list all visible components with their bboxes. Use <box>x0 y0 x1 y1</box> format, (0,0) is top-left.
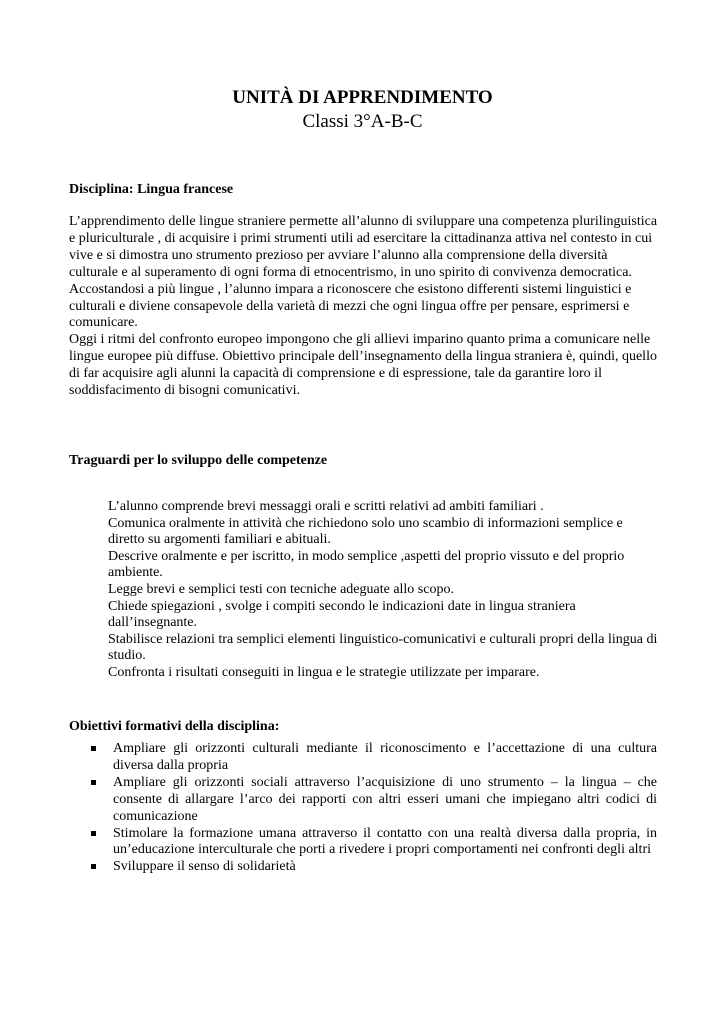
square-bullet-icon <box>91 864 96 869</box>
traguardo-item: Descrive oralmente e per iscritto, in modo semplice ,aspetti del proprio vissuto e del proprio ambiente. <box>108 548 625 581</box>
obiettivi-list <box>91 741 657 876</box>
traguardo-item: Stabilisce relazioni tra semplici elementi linguistico-comunicativi e culturali propri della lingua di studio. <box>108 631 658 664</box>
discipline-heading: Disciplina: Lingua francese <box>69 182 234 197</box>
traguardo-item: Comunica oralmente in attività che richiedono solo uno scambio di informazioni semplice e diretto su argomenti familiari e abituali. <box>108 515 623 548</box>
square-bullet-icon <box>91 746 96 751</box>
obiettivi-heading: Obiettivi formativi della disciplina: <box>69 719 280 734</box>
obiettivo-item <box>91 741 657 775</box>
obiettivo-text: Ampliare gli orizzonti culturali mediante il riconoscimento e l’accettazione di una cultura diversa dalla propria <box>113 741 657 773</box>
intro-paragraph: L’apprendimento delle lingue straniere permette all’alunno di sviluppare una competenza plurilinguistica e pluriculturale , di acquisire i primi strumenti utili ad esercitare la cittadinanza attiva nel contesto in cui vive e si dimostra uno strumento prezioso per avviare l’alunno alla comprensione della diversità culturale e al superamento di ogni forma di etnocentrismo, in uno spirito di convivenza democratica. Accostandosi a più lingue , l’alunno impara a riconoscere che esistono differenti sistemi linguistici e culturali e diviene consapevole della varietà di mezzi che ogni lingua offre per pensare, esprimersi e comunicare. <box>69 214 658 331</box>
traguardo-item: L’alunno comprende brevi messaggi orali e scritti relativi ad ambiti familiari . <box>108 499 544 514</box>
intro-paragraph: Oggi i ritmi del confronto europeo impongono che gli allievi imparino quanto prima a comunicare nelle lingue europee più diffuse. Obiettivo principale dell’insegnamento della lingua straniera è, quindi, quello di far acquisire agli alunni la capacità di comprensione e di espressione, tale da garantire loro il soddisfacimento di bisogni comunicativi. <box>69 332 657 399</box>
intro-text <box>69 214 659 400</box>
obiettivo-item <box>91 826 657 860</box>
traguardi-list <box>108 499 660 682</box>
traguardo-item: Legge brevi e semplici testi con tecniche adeguate allo scopo. <box>108 581 454 597</box>
traguardo-item: Chiede spiegazioni , svolge i compiti secondo le indicazioni date in lingua straniera dall’insegnante. <box>108 598 576 631</box>
square-bullet-icon <box>91 780 96 785</box>
obiettivo-item <box>91 775 657 826</box>
page-subtitle: Classi 3°A-B-C <box>302 111 423 132</box>
square-bullet-icon <box>91 831 96 836</box>
obiettivo-text: Stimolare la formazione umana attraverso il contatto con una realtà diversa dalla propria, in un’educazione interculturale che porti a rivedere i propri comportamenti nei confronti degli altri <box>113 825 657 858</box>
traguardo-item: Confronta i risultati conseguiti in lingua e le strategie utilizzate per imparare. <box>108 664 540 680</box>
obiettivo-item <box>91 859 657 876</box>
obiettivo-text: Sviluppare il senso di solidarietà <box>113 859 296 875</box>
page-title: UNITÀ DI APPRENDIMENTO <box>232 87 493 108</box>
traguardi-heading: Traguardi per lo sviluppo delle competenze <box>69 453 328 468</box>
obiettivo-text: Ampliare gli orizzonti sociali attraverso l’acquisizione di uno strumento – la lingua – che consente di allargare l’arco dei rapporti con altri esseri umani che impiegano altri codici di comunicazione <box>113 774 657 824</box>
